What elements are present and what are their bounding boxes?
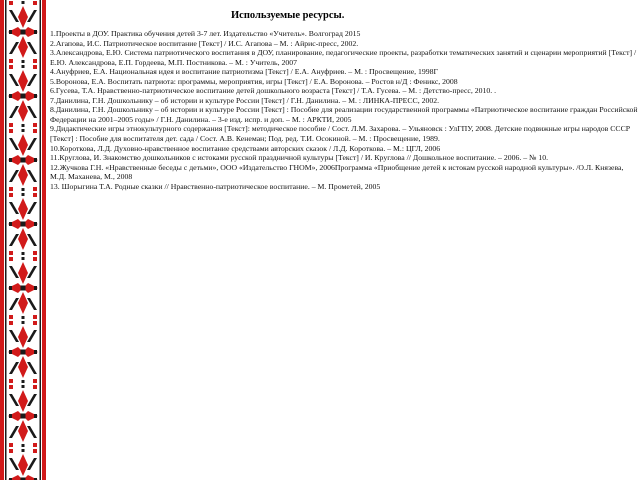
reference-item: 3.Александрова, Е.Ю. Система патриотического воспитания в ДОУ, планирование, педагогические проекты, разработки тематических занятий и сценарии мероприятий [Текст] / Е.Ю. Александрова, Е.П. Гордеева, М.П. Постникова. – М. : Учитель, 2007 — [50, 48, 637, 67]
ornament-border — [0, 0, 46, 480]
reference-item: 8.Данилина, Г.Н. Дошкольнику – об истории и культуре России [Текст] : Пособие для реализации государственной программы «Патриотическое воспитание граждан Российской Федерации на 2001–2005 годы» / Г.Н. Данилина. – 3-е изд. испр. и доп. – М. : АРКТИ, 2005 — [50, 105, 638, 124]
reference-item: 5.Воронова, Е.А. Воспитать патриота: программы, мероприятия, игры [Текст] / Е.А. Воронова. – Ростов н/Д : Феникс, 2008 — [50, 76, 458, 86]
reference-item: 12.Жучкова Г.Н. «Нравственные беседы с детьми», ООО «Издательство ГНОМ», 2006Программа «Приобщение детей к истокам русской народной культуры». /О.Л. Князева, М.Д. Маханева, М., 2008 — [50, 162, 624, 182]
reference-item: 9.Дидактические игры этнокультурного содержания [Текст]: методическое пособие / Сост. Л.М. Захарова. – Ульяновск : УлГПУ, 2008. Детские подвижные игры народов СССР [Текст] : Пособие для воспитателя дет. сада / Сост. А.В. Кенеман; Под. ред. Т.И. Осокиной. – М. : Просвещение, 1989. — [50, 124, 631, 144]
reference-item: 4.Ануфриев, Е.А. Национальная идея и воспитание патриотизма [Текст] / Е.А. Ануфриев. – М. : Просвещение, 1998Г — [50, 67, 439, 77]
reference-item: 1.Проекты в ДОУ. Практика обучения детей 3-7 лет. Издательство «Учитель». Волгоград 2015 — [50, 29, 361, 38]
reference-item: 7.Данилина, Г.Н. Дошкольнику – об истории и культуре России [Текст] / Г.Н. Данилина. – М. : ЛИНКА-ПРЕСС, 2002. — [50, 95, 440, 105]
reference-item: 2.Агапова, И.С. Патриотическое воспитание [Текст] / И.С. Агапова – М. : Айрис-пресс, 2002. — [50, 38, 359, 48]
reference-list — [50, 29, 638, 191]
reference-item: 13. Шорыгина Т.А. Родные сказки // Нравственно-патриотическое воспитание. – М. Прометей, 2005 — [50, 181, 381, 191]
slide-title: Используемые ресурсы. — [231, 10, 345, 21]
reference-item: 10.Короткова, Л.Д. Духовно-нравственное воспитание средствами авторских сказок / Л.Д. Короткова. – М.: ЦГЛ, 2006 — [50, 143, 441, 153]
reference-item: 6.Гусева, Т.А. Нравственно-патриотическое воспитание детей дошкольного возраста [Текст] / Т.А. Гусева. – М. : Детство-пресс, 2010. . — [50, 86, 497, 96]
reference-item: 11.Круглова, И. Знакомство дошкольников с истоками русской праздничной культуры [Текст] / И. Круглова // Дошкольное воспитание. – 2006. – № 10. — [50, 153, 549, 163]
